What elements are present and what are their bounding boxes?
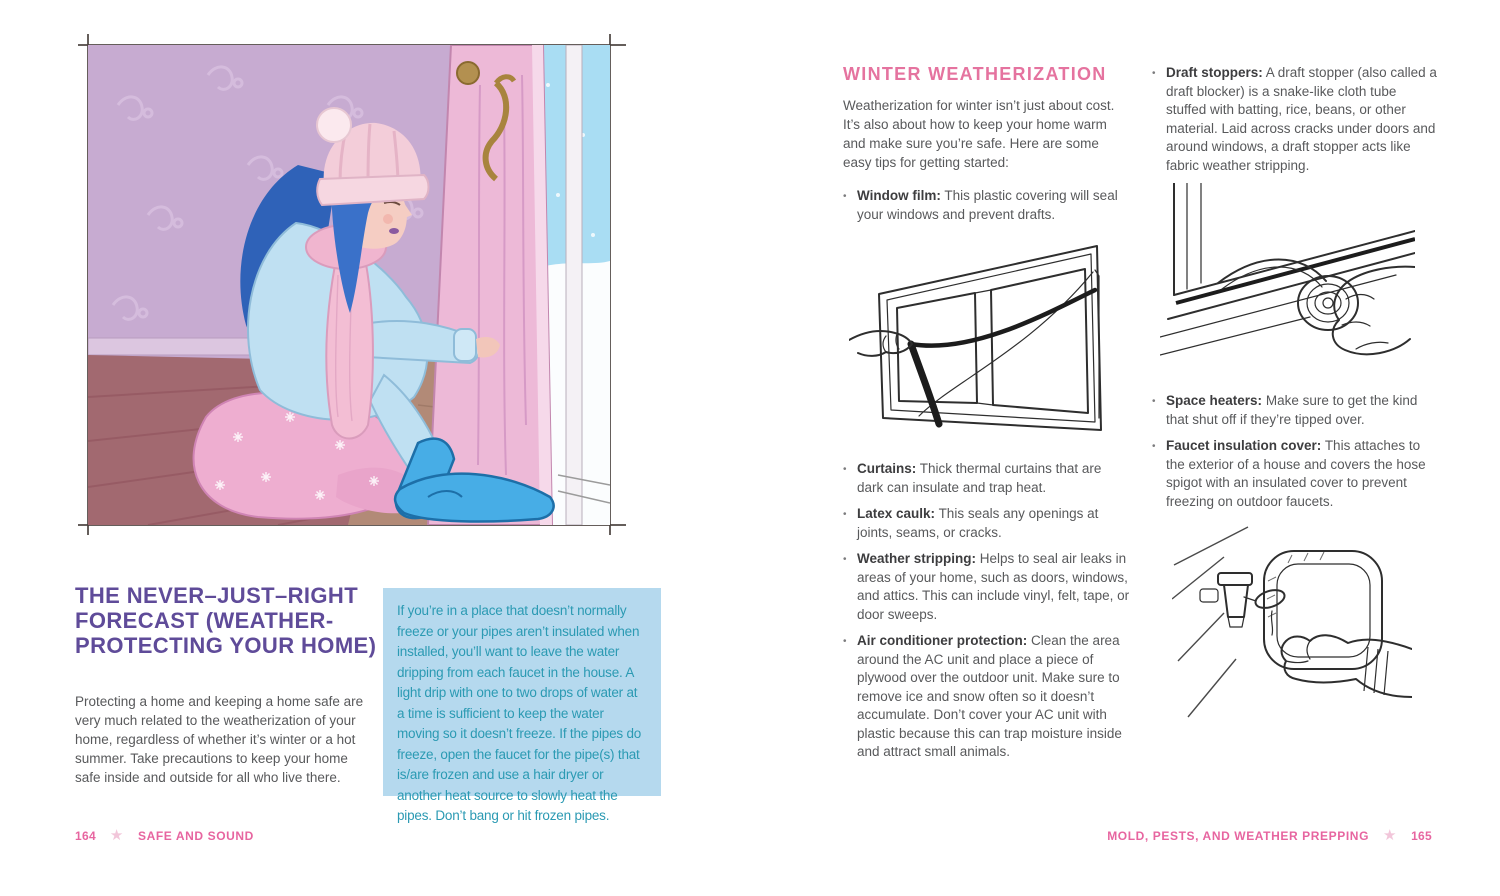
bullet-term: Space heaters:	[1166, 393, 1263, 408]
bullet-dot-icon: •	[843, 509, 847, 520]
bullet-dot-icon: •	[1152, 396, 1156, 407]
bullet-text: Helps to seal air leaks in areas of your home, such as doors, windows, and attics. This can include vinyl, felt, tape, or door sweeps.	[857, 551, 1130, 622]
right-page-column-1	[843, 64, 1130, 770]
bullet-dot-icon: •	[1152, 441, 1156, 452]
list-item-window-film	[843, 187, 1130, 224]
bullet-dot-icon: •	[843, 464, 847, 475]
bullet-term: Faucet insulation cover:	[1166, 438, 1322, 453]
intro-paragraph: Protecting a home and keeping a home safe are very much related to the weatherization of your home, regardless of whether it’s winter or a hot summer. Take precautions to keep your home safe inside and outside for all who live there.	[75, 694, 364, 785]
bullet-text: Thick thermal curtains that are dark can insulate and trap heat.	[857, 461, 1102, 495]
page-number: 164	[75, 829, 96, 843]
star-icon: ★	[1383, 827, 1398, 844]
footer-left	[75, 827, 254, 845]
section-intro: Weatherization for winter isn’t just about cost. It’s also about how to keep your home warm and make sure you’re safe. Here are some easy tips for getting started:	[843, 98, 1115, 170]
bullet-term: Weather stripping:	[857, 551, 977, 566]
footer-section-title: SAFE AND SOUND	[137, 829, 254, 843]
bullet-text: This attaches to the exterior of a house and covers the hose spigot with an insulated cover to prevent freezing on outdoor faucets.	[1166, 438, 1426, 509]
list-item-latex-caulk	[843, 505, 1130, 542]
page-title: THE NEVER–JUST–RIGHT FORECAST (WEATHER-PROTECTING YOUR HOME)	[75, 583, 377, 658]
faucet-cover-illustration	[1172, 521, 1439, 726]
right-page-column-2	[1152, 64, 1439, 726]
footer-right	[1107, 827, 1432, 845]
weather-stripping-illustration	[1160, 183, 1439, 378]
main-illustration-draft-stopper-scene	[88, 45, 610, 525]
section-heading: WINTER WEATHERIZATION	[843, 64, 1107, 84]
footer-section-title: MOLD, PESTS, AND WEATHER PREPPING	[1107, 829, 1370, 843]
list-item-weather-stripping	[843, 550, 1130, 624]
star-icon: ★	[109, 827, 124, 844]
tip-callout-box: If you’re in a place that doesn’t normally freeze or your pipes aren’t insulated when installed, you’ll want to leave the water dripping from each faucet in the house. A light drip with one to two drops of water at a time is sufficient to keep the water moving so it doesn’t freeze. If the pipes do freeze, open the faucet for the pipe(s) that is/are frozen and use a hair dryer or another heat source to slowly heat the pipes. Don’t bang or hit frozen pipes.	[383, 588, 661, 796]
list-item-space-heaters	[1152, 392, 1439, 429]
bullet-term: Draft stoppers:	[1166, 65, 1263, 80]
bullet-term: Air conditioner protection:	[857, 633, 1028, 648]
list-item-draft-stoppers	[1152, 64, 1439, 175]
bullet-text: Make sure to get the kind that shut off if they’re tipped over.	[1166, 393, 1418, 427]
bullet-text: Clean the area around the AC unit and place a piece of plywood over the outdoor unit. Make sure to remove ice and snow often so it doesn’t accumulate. Don’t cover your AC unit with plastic because this can trap moisture inside and attract small animals.	[857, 633, 1122, 759]
bullet-dot-icon: •	[1152, 68, 1156, 79]
page-number: 165	[1411, 829, 1432, 843]
bullet-term: Curtains:	[857, 461, 917, 476]
bullet-dot-icon: •	[843, 191, 847, 202]
window-film-illustration	[849, 232, 1130, 452]
bullet-term: Latex caulk:	[857, 506, 936, 521]
bullet-text: This plastic covering will seal your windows and prevent drafts.	[857, 188, 1118, 222]
list-item-curtains	[843, 460, 1130, 497]
list-item-faucet-cover	[1152, 437, 1439, 511]
bullet-dot-icon: •	[843, 554, 847, 565]
bullet-dot-icon: •	[843, 636, 847, 647]
list-item-ac-protection	[843, 632, 1130, 762]
bullet-term: Window film:	[857, 188, 941, 203]
bullet-text: This seals any openings at joints, seams, or cracks.	[857, 506, 1099, 540]
bullet-text: A draft stopper (also called a draft blocker) is a snake-like cloth tube stuffed with batting, rice, beans, or other material. Laid across cracks under doors and around windows, a draft stopper acts like fabric weather stripping.	[1166, 65, 1437, 173]
